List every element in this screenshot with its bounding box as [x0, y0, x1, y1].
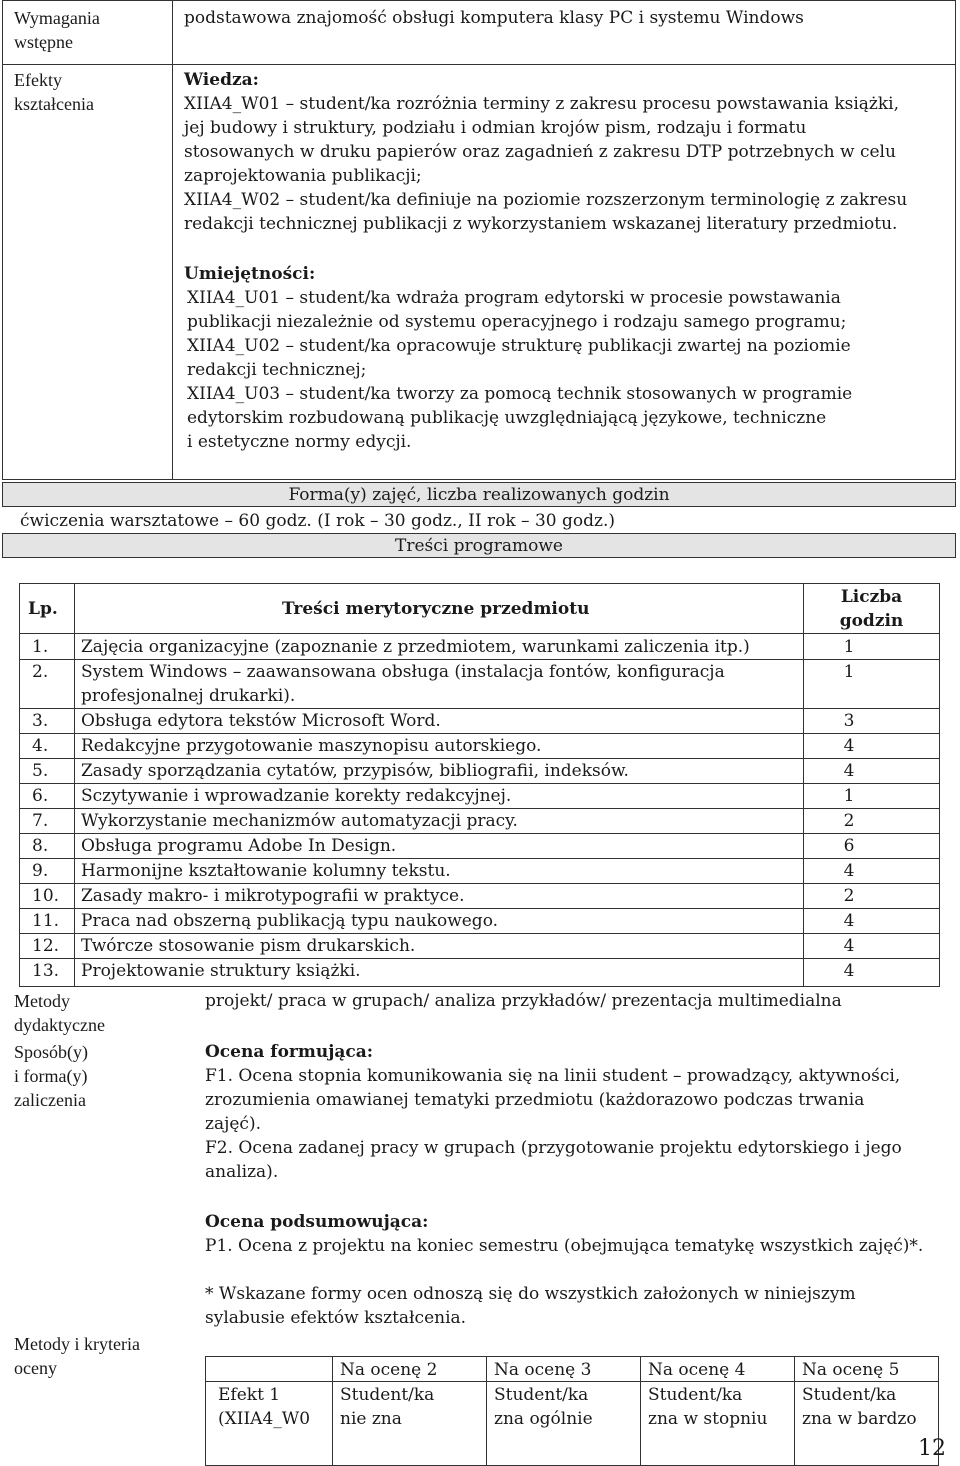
topic-number: 12.	[32, 936, 60, 956]
criteria-header-grade-4: Na ocenę 4	[648, 1360, 746, 1380]
topic-hours: 4	[843, 761, 855, 781]
topic-hours: 2	[843, 886, 855, 906]
criteria-label: Metody i kryteria oceny	[14, 1334, 140, 1378]
topic-row	[19, 934, 939, 959]
forms-text: ćwiczenia warsztatowe – 60 godz. (I rok – 30 godz., II rok – 30 godz.)	[20, 511, 615, 531]
topic-hours: 4	[843, 936, 855, 956]
topic-text: Praca nad obszerną publikacją typu naukowego.	[81, 911, 499, 931]
formative-heading: Ocena formująca:	[205, 1042, 374, 1062]
topic-text: Zajęcia organizacyjne (zapoznanie z przedmiotem, warunkami zaliczenia itp.)	[81, 637, 750, 657]
topic-row	[19, 909, 939, 934]
topic-row	[19, 959, 939, 984]
topic-number: 7.	[32, 811, 49, 831]
topic-row	[19, 709, 939, 734]
topic-text: System Windows – zaawansowana obsługa (instalacja fontów, konfiguracja profesjonalnej drukarki).	[81, 662, 725, 706]
page-number: 12	[918, 1436, 946, 1461]
summative-heading: Ocena podsumowująca:	[205, 1212, 429, 1232]
skills-line: XIIA4_U01 – student/ka wdraża program edytorski w procesie powstawania	[187, 288, 841, 308]
methods-text: projekt/ praca w grupach/ analiza przykładów/ prezentacja multimedialna	[205, 991, 842, 1011]
knowledge-line: redakcji technicznej publikacji z wykorzystaniem wskazanej literatury przedmiotu.	[184, 214, 898, 234]
topic-text: Twórcze stosowanie pism drukarskich.	[81, 936, 416, 956]
knowledge-line: stosowanych w druku papierów oraz zagadnień z zakresu DTP potrzebnych w celu	[184, 142, 896, 162]
skills-line: XIIA4_U02 – student/ka opracowuje strukturę publikacji zwartej na poziomie	[187, 336, 851, 356]
top-table-divider	[172, 0, 173, 480]
topic-number: 10.	[32, 886, 60, 906]
knowledge-line: XIIA4_W02 – student/ka definiuje na poziomie rozszerzonym terminologię z zakresu	[184, 190, 908, 210]
topic-text: Zasady sporządzania cytatów, przypisów, bibliografii, indeksów.	[81, 761, 629, 781]
topic-number: 4.	[32, 736, 49, 756]
summative-line: P1. Ocena z projektu na koniec semestru (obejmująca tematykę wszystkich zajęć)*.	[205, 1236, 924, 1256]
criteria-col-divider	[794, 1356, 795, 1466]
topic-number: 8.	[32, 836, 49, 856]
formative-line: zajęć).	[205, 1114, 261, 1134]
criteria-col-divider	[640, 1356, 641, 1466]
skills-line: redakcji technicznej;	[187, 360, 367, 380]
forms-heading-bar	[2, 482, 956, 507]
formative-line: zrozumienia omawianej tematyki przedmiotu (każdorazowo podczas trwania	[205, 1090, 865, 1110]
topic-row	[19, 784, 939, 809]
criteria-cell-grade-4: Student/ka zna w stopniu	[648, 1385, 768, 1429]
criteria-col-divider	[332, 1356, 333, 1466]
methods-label: Metody dydaktyczne	[14, 991, 105, 1035]
criteria-cell-grade-5: Student/ka zna w bardzo	[802, 1385, 917, 1429]
topic-text: Obsługa programu Adobe In Design.	[81, 836, 397, 856]
skills-line: edytorskim rozbudowaną publikację uwzględniającą językowe, techniczne	[187, 408, 827, 428]
formative-line: analiza).	[205, 1162, 279, 1182]
requirements-label: Wymagania wstępne	[14, 8, 100, 52]
assessment-note: * Wskazane formy ocen odnoszą się do wszystkich założonych w niniejszym sylabusie efektów kształcenia.	[205, 1284, 856, 1328]
topic-number: 3.	[32, 711, 49, 731]
topic-text: Zasady makro- i mikrotypografii w praktyce.	[81, 886, 465, 906]
knowledge-line: zaprojektowania publikacji;	[184, 166, 422, 186]
knowledge-heading: Wiedza:	[184, 70, 259, 90]
topic-hours: 1	[843, 786, 855, 806]
topic-text: Sczytywanie i wprowadzanie korekty redakcyjnej.	[81, 786, 512, 806]
criteria-cell-grade-2: Student/ka nie zna	[340, 1385, 435, 1429]
knowledge-line: XIIA4_W01 – student/ka rozróżnia terminy z zakresu procesu powstawania książki,	[184, 94, 900, 114]
topic-number: 1.	[32, 637, 49, 657]
topic-text: Harmonijne kształtowanie kolumny tekstu.	[81, 861, 451, 881]
topic-row	[19, 809, 939, 834]
topics-col-hours: Liczba godzin	[839, 587, 904, 631]
criteria-header-grade-3: Na ocenę 3	[494, 1360, 592, 1380]
topic-hours: 2	[843, 811, 855, 831]
content-heading: Treści programowe	[395, 536, 563, 556]
topic-number: 11.	[32, 911, 60, 931]
formative-line: F1. Ocena stopnia komunikowania się na linii student – prowadzący, aktywności,	[205, 1066, 901, 1086]
topic-hours: 4	[843, 861, 855, 881]
content-heading-bar	[2, 533, 956, 558]
criteria-row-label: Efekt 1 (XIIA4_W0	[218, 1385, 311, 1429]
forms-heading: Forma(y) zajęć, liczba realizowanych godzin	[288, 485, 670, 505]
formative-line: F2. Ocena zadanej pracy w grupach (przygotowanie projektu edytorskiego i jego	[205, 1138, 902, 1158]
criteria-header-grade-5: Na ocenę 5	[802, 1360, 900, 1380]
skills-section	[184, 262, 852, 454]
topic-hours: 3	[843, 711, 855, 731]
topic-row	[19, 834, 939, 859]
topic-text: Obsługa edytora tekstów Microsoft Word.	[81, 711, 441, 731]
topic-row	[19, 660, 939, 709]
topic-hours: 4	[843, 911, 855, 931]
topic-text: Redakcyjne przygotowanie maszynopisu autorskiego.	[81, 736, 542, 756]
topic-hours: 4	[843, 736, 855, 756]
knowledge-section	[184, 68, 907, 236]
topics-col-title: Treści merytoryczne przedmiotu	[282, 599, 590, 619]
formative-section	[205, 1040, 902, 1184]
topic-row	[19, 734, 939, 759]
skills-line: XIIA4_U03 – student/ka tworzy za pomocą technik stosowanych w programie	[187, 384, 853, 404]
requirements-text: podstawowa znajomość obsługi komputera klasy PC i systemu Windows	[184, 8, 804, 28]
criteria-cell-grade-3: Student/ka zna ogólnie	[494, 1385, 593, 1429]
criteria-col-divider	[486, 1356, 487, 1466]
topic-hours: 4	[843, 961, 855, 981]
criteria-header-grade-2: Na ocenę 2	[340, 1360, 438, 1380]
topics-col-lp: Lp.	[28, 599, 58, 619]
skills-line: publikacji niezależnie od systemu operacyjnego i rodzaju samego programu;	[187, 312, 847, 332]
topic-row	[19, 635, 939, 660]
topic-number: 6.	[32, 786, 49, 806]
top-table-row-divider	[2, 64, 956, 65]
outcomes-label: Efekty kształcenia	[14, 70, 94, 114]
topic-number: 13.	[32, 961, 60, 981]
topic-text: Projektowanie struktury książki.	[81, 961, 361, 981]
topic-hours: 1	[843, 637, 855, 657]
topic-number: 2.	[32, 662, 49, 682]
knowledge-line: jej budowy i struktury, podziału i odmian krojów pism, rodzaju i formatu	[184, 118, 807, 138]
summative-section	[205, 1210, 923, 1258]
topic-number: 9.	[32, 861, 49, 881]
topic-text: Wykorzystanie mechanizmów automatyzacji pracy.	[81, 811, 518, 831]
topic-row	[19, 759, 939, 784]
assessment-label: Sposób(y) i forma(y) zaliczenia	[14, 1042, 89, 1110]
topic-hours: 1	[843, 662, 855, 682]
topic-number: 5.	[32, 761, 49, 781]
skills-line: i estetyczne normy edycji.	[187, 432, 412, 452]
topic-row	[19, 884, 939, 909]
topics-header-divider	[19, 633, 940, 634]
topic-hours: 6	[843, 836, 855, 856]
skills-heading: Umiejętności:	[184, 264, 316, 284]
topic-row	[19, 859, 939, 884]
